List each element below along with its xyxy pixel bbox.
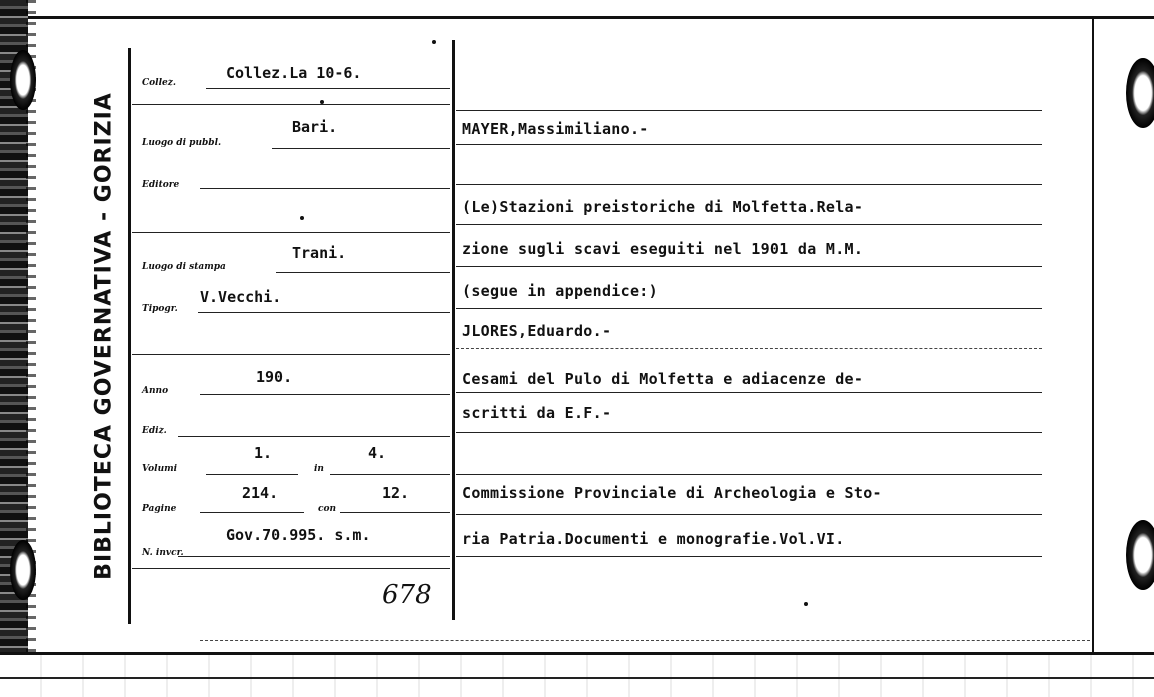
field-label-ediz: Ediz. (142, 426, 167, 436)
field-value-collez: Collez.La 10-6. (226, 64, 362, 82)
scan-edge-top (0, 0, 1154, 19)
field-underline (206, 88, 450, 89)
library-title: BIBLIOTECA GOVERNATIVA - GORIZIA (91, 92, 117, 580)
title-line-2: zione sugli scavi eseguiti nel 1901 da M.M. (462, 240, 864, 258)
left-divider (132, 568, 450, 569)
field-underline (200, 394, 450, 395)
series-line-1: Commissione Provinciale di Archeologia e Sto- (462, 484, 882, 502)
field-value-tipogr: V.Vecchi. (200, 288, 282, 306)
field-label-tipogr: Tipogr. (142, 304, 178, 314)
right-rule (456, 110, 1042, 111)
right-rule (456, 432, 1042, 433)
field-label-volumi: Volumi (142, 464, 178, 474)
right-rule (456, 144, 1042, 145)
author-heading: MAYER,Massimiliano.- (462, 120, 649, 138)
left-rule (128, 48, 131, 624)
field-underline (272, 148, 450, 149)
second-title-line-1: Cesami del Pulo di Molfetta e adiacenze de- (462, 370, 864, 388)
field-underline (206, 474, 298, 475)
field-value-luogo-pubbl: Bari. (292, 118, 338, 136)
title-line-1: (Le)Stazioni preistoriche di Molfetta.Rela- (462, 198, 864, 216)
field-value-con: 12. (382, 484, 410, 502)
right-rule (456, 184, 1042, 185)
field-label-con: con (318, 504, 337, 514)
card-right-edge (1092, 18, 1094, 658)
scan-speck (300, 216, 304, 220)
field-underline (330, 474, 450, 475)
field-value-in: 4. (368, 444, 387, 462)
right-rule (456, 474, 1042, 475)
field-underline (178, 436, 450, 437)
scan-speck (804, 602, 808, 606)
appendix-note: (segue in appendice:) (462, 282, 658, 300)
field-value-luogo-stampa: Trani. (292, 244, 347, 262)
scan-speck (432, 40, 436, 44)
right-rule (456, 224, 1042, 225)
right-rule (456, 308, 1042, 309)
scan-edge-bottom (0, 652, 1154, 697)
field-value-pagine: 214. (242, 484, 279, 502)
handwritten-number: 678 (382, 580, 432, 610)
center-rule (452, 40, 455, 620)
right-rule (456, 348, 1042, 349)
field-label-collez: Collez. (142, 78, 176, 88)
field-label-luogo-stampa: Luogo di stampa (142, 262, 226, 272)
field-underline (340, 512, 450, 513)
left-divider (132, 232, 450, 233)
field-label-anno: Anno (142, 386, 169, 396)
punch-hole-bottom (1126, 520, 1154, 590)
card-bottom-rule (200, 640, 1090, 641)
field-value-anno: 190. (256, 368, 293, 386)
scan-speck (320, 100, 324, 104)
field-value-inventario: Gov.70.995. s.m. (226, 526, 371, 544)
right-rule (456, 392, 1042, 393)
left-divider (132, 104, 450, 105)
second-author: JLORES,Eduardo.- (462, 322, 612, 340)
field-label-editore: Editore (142, 180, 180, 190)
right-rule (456, 514, 1042, 515)
right-rule (456, 266, 1042, 267)
field-underline (276, 272, 450, 273)
field-underline (198, 312, 450, 313)
punch-hole-left-bottom (10, 540, 36, 600)
field-underline (200, 512, 304, 513)
left-divider (132, 354, 450, 355)
field-label-luogo-pubbl: Luogo di pubbl. (142, 138, 222, 148)
series-line-2: ria Patria.Documenti e monografie.Vol.VI. (462, 530, 845, 548)
second-title-line-2: scritti da E.F.- (462, 404, 612, 422)
field-label-pagine: Pagine (142, 504, 177, 514)
punch-hole-left-top (10, 50, 36, 110)
field-underline (178, 556, 450, 557)
field-value-volumi: 1. (254, 444, 273, 462)
punch-hole-top (1126, 58, 1154, 128)
field-label-in: in (314, 464, 324, 474)
field-label-inventario: N. invcr. (142, 548, 184, 558)
field-underline (200, 188, 450, 189)
right-rule (456, 556, 1042, 557)
